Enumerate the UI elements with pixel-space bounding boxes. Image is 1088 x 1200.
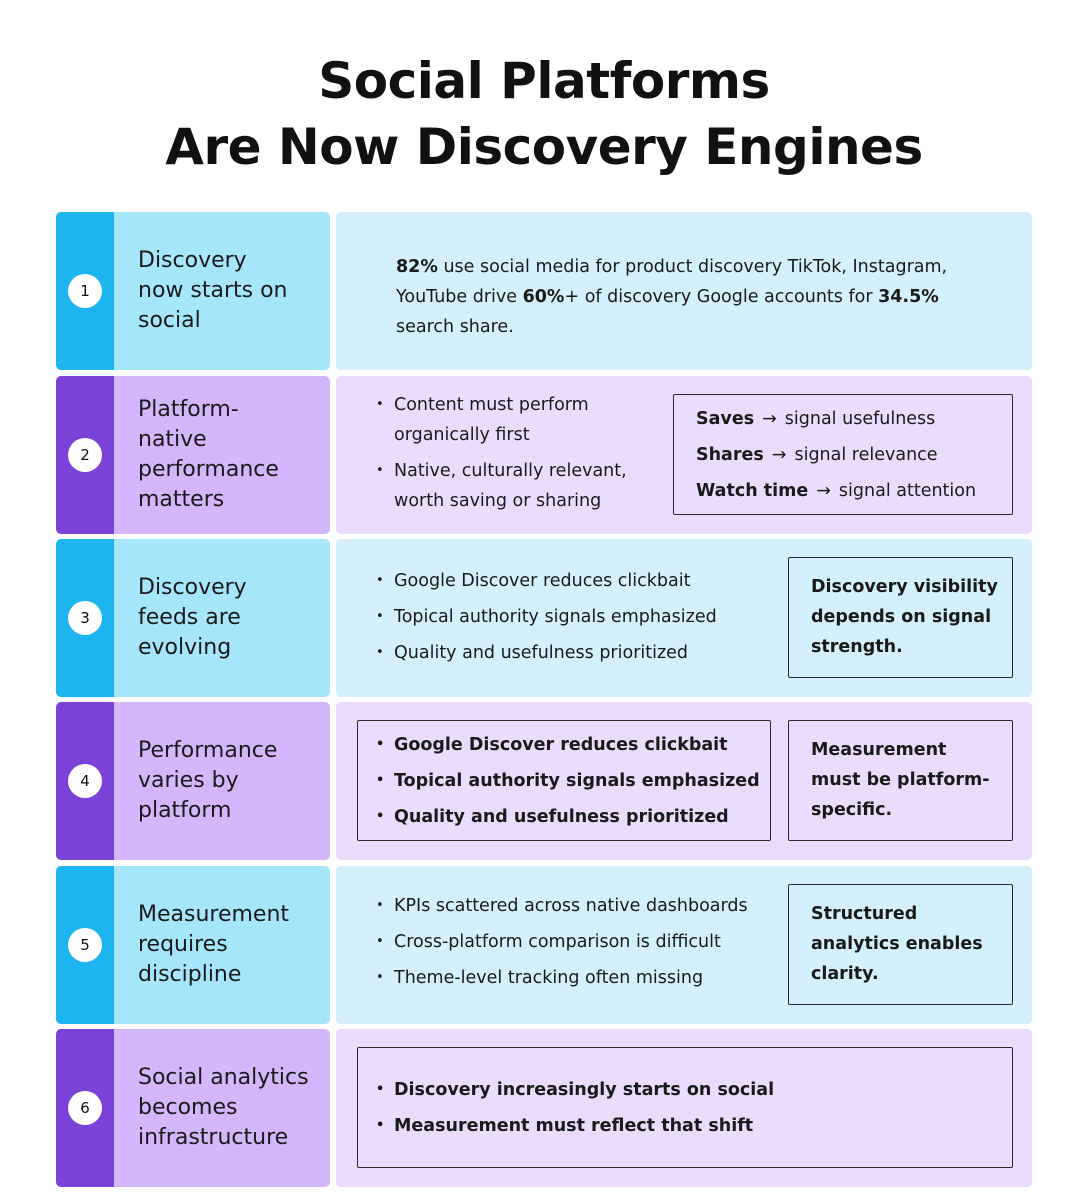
stat-82: 82% bbox=[396, 257, 438, 277]
callout-box bbox=[788, 720, 1013, 841]
row-content bbox=[336, 212, 1032, 370]
row-6 bbox=[56, 1029, 1032, 1187]
row-3 bbox=[56, 539, 1032, 697]
row-5 bbox=[56, 866, 1032, 1024]
step-number-badge: 2 bbox=[68, 438, 102, 472]
bullet-list bbox=[374, 563, 717, 671]
bullet-list bbox=[374, 727, 760, 835]
list-item: • Native, culturally relevant, worth saving or sharing bbox=[374, 456, 654, 516]
bullet-box bbox=[357, 1047, 1013, 1168]
callout-text: Structured analytics enables clarity. bbox=[811, 904, 983, 984]
step-number-badge: 1 bbox=[68, 274, 102, 308]
callout-text: Measurement must be platform-specific. bbox=[811, 740, 990, 820]
signal-row-watch-time bbox=[696, 479, 976, 503]
row-label: Measurement requires discipline bbox=[138, 902, 290, 987]
bullet-list bbox=[374, 1072, 774, 1144]
list-item: • Topical authority signals emphasized bbox=[374, 763, 760, 799]
number-strip bbox=[56, 212, 114, 370]
row-label-cell bbox=[114, 539, 330, 697]
para-text-3: search share. bbox=[396, 317, 514, 337]
step-number-badge: 4 bbox=[68, 764, 102, 798]
row-content bbox=[336, 376, 1032, 534]
page-title bbox=[0, 48, 1088, 180]
step-number-badge: 6 bbox=[68, 1091, 102, 1125]
bullet-list bbox=[374, 888, 748, 996]
row-label-cell bbox=[114, 866, 330, 1024]
row-content bbox=[336, 866, 1032, 1024]
row-content bbox=[336, 539, 1032, 697]
number-strip bbox=[56, 1029, 114, 1187]
list-item: • Topical authority signals emphasized bbox=[374, 599, 717, 635]
arrow-right-icon: → bbox=[816, 481, 831, 501]
row-label-cell bbox=[114, 1029, 330, 1187]
number-strip bbox=[56, 702, 114, 860]
signal-term: Watch time bbox=[696, 481, 809, 501]
signal-term: Shares bbox=[696, 445, 764, 465]
row-content bbox=[336, 1029, 1032, 1187]
signal-meaning: signal usefulness bbox=[784, 409, 936, 429]
bullet-box bbox=[357, 720, 771, 841]
list-item: • KPIs scattered across native dashboards bbox=[374, 888, 748, 924]
para-text-2: + of discovery Google accounts for bbox=[564, 287, 879, 307]
step-number-badge: 3 bbox=[68, 601, 102, 635]
number-strip bbox=[56, 376, 114, 534]
list-item: • Cross-platform comparison is difficult bbox=[374, 924, 748, 960]
list-item: • Quality and usefulness prioritized bbox=[374, 799, 760, 835]
para-text-1: use social media for product discovery TikTok, Instagram, YouTube drive bbox=[396, 257, 948, 307]
row-4 bbox=[56, 702, 1032, 860]
bullet-list bbox=[374, 390, 654, 516]
row-label-cell bbox=[114, 212, 330, 370]
signals-box bbox=[673, 394, 1013, 515]
list-item: • Content must perform organically first bbox=[374, 390, 654, 450]
row-label-cell bbox=[114, 376, 330, 534]
list-item: • Quality and usefulness prioritized bbox=[374, 635, 717, 671]
signal-meaning: signal attention bbox=[838, 481, 977, 501]
list-item: • Discovery increasingly starts on social bbox=[374, 1072, 774, 1108]
signal-row-saves bbox=[696, 407, 935, 431]
title-line-2: Are Now Discovery Engines bbox=[165, 118, 923, 176]
arrow-right-icon: → bbox=[762, 409, 777, 429]
row-paragraph bbox=[396, 252, 986, 342]
arrow-right-icon: → bbox=[771, 445, 787, 465]
list-item: • Theme-level tracking often missing bbox=[374, 960, 748, 996]
list-item: • Google Discover reduces clickbait bbox=[374, 727, 760, 763]
row-label: Performance varies by platform bbox=[138, 738, 278, 823]
step-number-badge: 5 bbox=[68, 928, 102, 962]
callout-box bbox=[788, 557, 1013, 678]
stat-345: 34.5% bbox=[878, 287, 939, 307]
row-2 bbox=[56, 376, 1032, 534]
row-content bbox=[336, 702, 1032, 860]
row-1 bbox=[56, 212, 1032, 370]
row-label: Platform-native performance matters bbox=[138, 397, 279, 512]
stat-60: 60% bbox=[522, 287, 565, 307]
row-label: Social analytics becomes infrastructure bbox=[138, 1065, 309, 1150]
row-label: Discovery feeds are evolving bbox=[138, 575, 247, 660]
number-strip bbox=[56, 866, 114, 1024]
signal-term: Saves bbox=[696, 409, 755, 429]
list-item: • Measurement must reflect that shift bbox=[374, 1108, 774, 1144]
row-label: Discovery now starts on social bbox=[138, 248, 288, 333]
list-item: • Google Discover reduces clickbait bbox=[374, 563, 717, 599]
signal-meaning: signal relevance bbox=[794, 445, 938, 465]
callout-text: Discovery visibility depends on signal strength. bbox=[811, 577, 998, 657]
title-line-1: Social Platforms bbox=[318, 52, 770, 110]
callout-box bbox=[788, 884, 1013, 1005]
signal-row-shares bbox=[696, 443, 938, 467]
number-strip bbox=[56, 539, 114, 697]
row-label-cell bbox=[114, 702, 330, 860]
